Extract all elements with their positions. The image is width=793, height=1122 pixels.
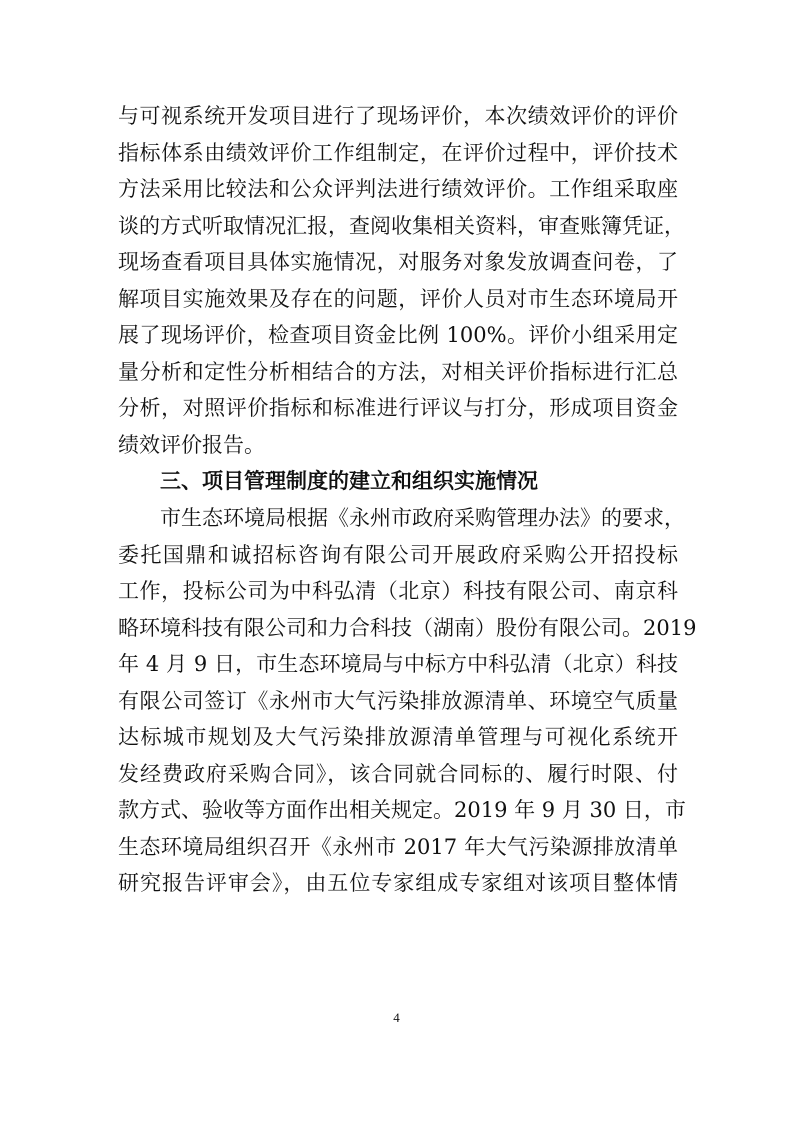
paragraph-line: 略环境科技有限公司和力合科技（湖南）股份有限公司。2019 xyxy=(118,615,697,640)
paragraph-line: 与可视系统开发项目进行了现场评价，本次绩效评价的评价 xyxy=(118,104,678,128)
paragraph-line: 量分析和定性分析相结合的方法，对相关评价指标进行汇总 xyxy=(118,359,678,384)
paragraph-line: 发经费政府采购合同》，该合同就合同标的、履行时限、付 xyxy=(118,761,678,786)
paragraph-line: 方法采用比较法和公众评判法进行绩效评价。工作组采取座 xyxy=(118,177,678,202)
paragraph-line: 年 4 月 9 日，市生态环境局与中标方中科弘清（北京）科技 xyxy=(118,652,678,677)
paragraph-line: 委托国鼎和诚招标咨询有限公司开展政府采购公开招投标 xyxy=(118,542,678,567)
paragraph-line: 现场查看项目具体实施情况，对服务对象发放调查问卷，了 xyxy=(118,250,678,275)
paragraph-line: 谈的方式听取情况汇报，查阅收集相关资料，审查账簿凭证， xyxy=(118,213,685,238)
paragraph-line: 解项目实施效果及存在的问题，评价人员对市生态环境局开 xyxy=(118,286,678,311)
paragraph-line: 绩效评价报告。 xyxy=(118,432,265,457)
document-body xyxy=(118,98,697,902)
page-number: 4 xyxy=(393,1010,400,1025)
paragraph-line: 指标体系由绩效评价工作组制定，在评价过程中，评价技术 xyxy=(118,140,678,165)
paragraph-line: 生态环境局组织召开《永州市 2017 年大气污染源排放清单 xyxy=(118,834,678,859)
paragraph-line: 达标城市规划及大气污染排放源清单管理与可视化系统开 xyxy=(118,725,678,750)
section-heading: 三、项目管理制度的建立和组织实施情况 xyxy=(160,469,538,494)
paragraph-line: 研究报告评审会》，由五位专家组成专家组对该项目整体情 xyxy=(118,871,678,896)
paragraph-line: 市生态环境局根据《永州市政府采购管理办法》的要求， xyxy=(160,506,685,531)
paragraph-line: 展了现场评价，检查项目资金比例 100%。评价小组采用定 xyxy=(118,323,678,348)
paragraph-line: 款方式、验收等方面作出相关规定。2019 年 9 月 30 日，市 xyxy=(118,798,686,823)
paragraph-line: 工作，投标公司为中科弘清（北京）科技有限公司、南京科 xyxy=(118,579,678,604)
paragraph-line: 有限公司签订《永州市大气污染排放源清单、环境空气质量 xyxy=(118,688,678,713)
paragraph-line: 分析，对照评价指标和标准进行评议与打分，形成项目资金 xyxy=(118,396,678,421)
